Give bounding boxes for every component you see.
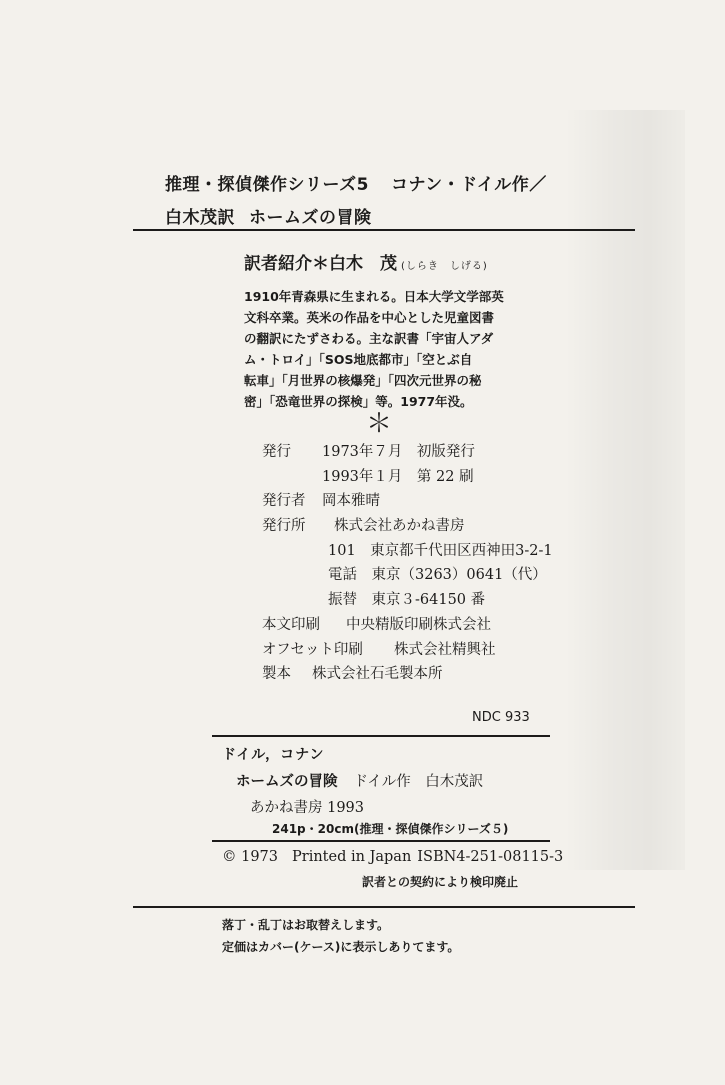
translator-heading-text: 訳者紹介＊白木 茂 [244,254,397,274]
printed-in: Printed in Japan [292,849,412,865]
author-credit: コナン・ドイル作／ [390,175,547,195]
book-title: ホームズの冒険 [249,208,372,228]
publisher-address: 101 東京都千代田区西神田3-2-1 [328,542,553,559]
publisher-name: 株式会社あかね書房 [334,518,465,535]
isbn: ISBN4-251-08115-3 [417,849,564,865]
binding-label: 製本 [262,666,291,683]
ndc-code: NDC 933 [472,710,530,725]
bio-line: 転車」「月世界の核爆発」「四次元世界の秘 [244,373,482,388]
catalog-description: 241p・20cm(推理・探偵傑作シリーズ５) [272,822,509,836]
text-print-label: 本文印刷 [262,616,320,633]
bio-line: の翻訳にたずさわる。主な訳書「宇宙人アダ [244,331,494,346]
issue-latest: 1993年１月 第 22 刷 [322,468,474,485]
bio-line: 文科卒業。英米の作品を中心とした児童図書 [244,310,495,325]
replacement-notice: 落丁・乱丁はお取替えします。 [222,918,390,932]
bio-line: ム・トロイ」「SOS地底都市」「空とぶ自 [244,352,473,367]
binder: 株式会社石毛製本所 [312,666,443,683]
seal-note: 訳者との契約により検印廃止 [362,875,519,889]
text-printer: 中央精版印刷株式会社 [346,616,491,633]
bio-line: 密」「恐竜世界の探検」等。1977年没。 [244,394,473,409]
offset-label: オフセット印刷 [262,641,363,658]
publisher-person-label: 発行者 [262,493,306,510]
translator-reading: (しらき しげる) [401,261,488,272]
catalog-title: ホームズの冒険 [236,774,338,790]
title-line [165,203,372,228]
catalog-title-line [236,770,483,791]
bottom-rule [133,906,635,908]
translator-bio [244,286,534,412]
issue-first: 1973年７月 初版発行 [322,444,475,460]
catalog-credits: ドイル作 白木茂訳 [353,774,484,790]
copyright-line [222,849,563,865]
show-through-shadow [565,110,685,870]
top-rule [133,229,635,231]
publisher-transfer: 振替 東京３-64150 番 [328,592,486,609]
issue-label: 発行 [262,444,291,460]
catalog-publisher-year: あかね書房 1993 [250,800,365,816]
series-name: 推理・探偵傑作シリーズ5 [165,175,369,195]
publisher-phone: 電話 東京（3263）0641（代） [328,567,547,584]
translator-heading [244,249,488,274]
catalog-top-rule [212,735,550,737]
copyright-year: © 1973 [222,849,279,865]
price-notice: 定価はカバー(ケース)に表示しありてます。 [222,940,460,954]
translator-credit: 白木茂訳 [165,208,235,228]
section-asterisk: ＊ [366,409,393,439]
catalog-author: ドイル，コナン [222,747,325,763]
catalog-bottom-rule [212,840,550,842]
offset-printer: 株式会社精興社 [394,641,496,658]
series-line [165,170,547,195]
publisher-person: 岡本雅晴 [322,493,380,510]
bio-line: 1910年青森県に生まれる。日本大学文学部英 [244,289,504,304]
publisher-label: 発行所 [262,518,306,535]
